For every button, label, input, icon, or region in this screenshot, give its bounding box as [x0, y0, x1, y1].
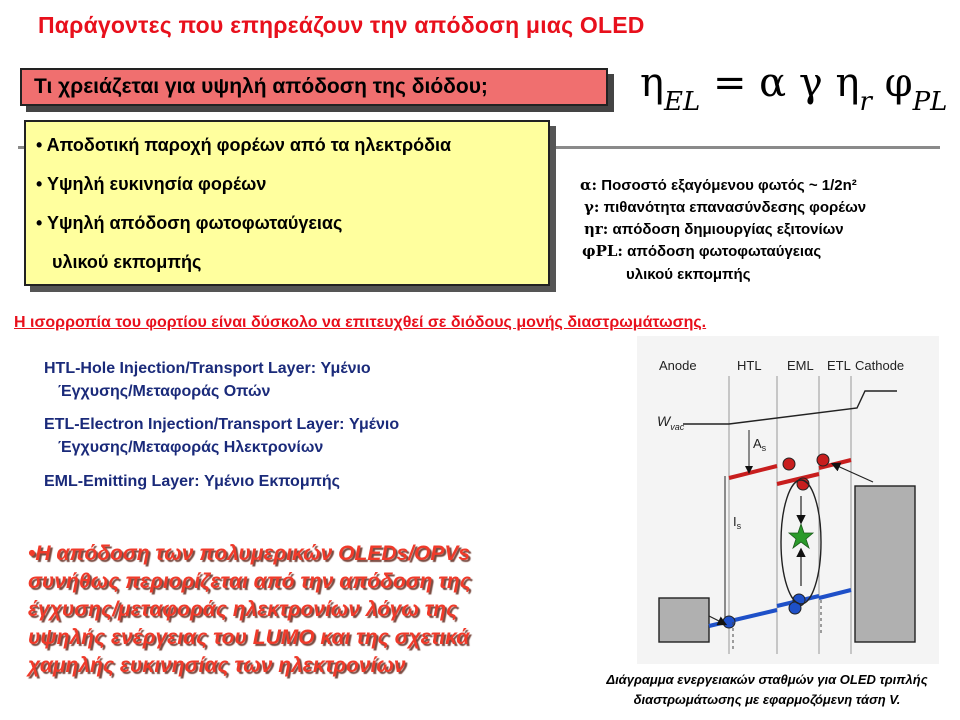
- definition-eta-r: [584, 220, 844, 238]
- polymer-line: χαμηλής ευκινησίας των ηλεκτρονίων: [28, 654, 406, 677]
- requirement-item: • Υψηλή απόδοση φωτοφωταύγειας: [36, 213, 343, 233]
- energy-diagram-svg: [637, 336, 939, 664]
- slide-title: Παράγοντες που επηρεάζουν την απόδοση μιας OLED: [38, 12, 645, 38]
- definition-text: πιθανότητα επανασύνδεσης φορέων: [603, 199, 867, 216]
- label-as: $A_s$: [753, 436, 767, 453]
- formula-r-sub: r: [859, 87, 872, 117]
- definition-continuation: [626, 266, 751, 283]
- lumo-htl: [729, 466, 777, 478]
- electron-icon: [783, 458, 795, 470]
- definition-symbol: α:: [580, 176, 598, 194]
- energy-level-diagram: [637, 336, 939, 664]
- layer-line: ETL-Electron Injection/Transport Layer: Υμένιο: [44, 416, 400, 433]
- requirement-item: • Υψηλή ευκινησία φορέων: [36, 174, 267, 194]
- definition-symbol: ηr:: [584, 220, 609, 238]
- exciton-star-icon: [789, 524, 813, 548]
- formula-eta-r: η: [835, 60, 860, 106]
- layer-eml: [44, 470, 340, 493]
- caption-line: Διάγραμμα ενεργειακών σταθμών για OLED τριπλής: [606, 672, 928, 687]
- formula-alpha: α: [759, 60, 787, 106]
- formula-eta-sub: EL: [663, 87, 701, 117]
- electron-injection-arrow: [833, 464, 873, 482]
- polymer-line: •Η απόδοση των πολυμερικών OLEDs/OPVs: [28, 542, 471, 565]
- label-eml: EML: [787, 358, 814, 373]
- definition-symbol: γ:: [584, 198, 600, 216]
- definition-alpha: [580, 176, 857, 194]
- layer-line: EML-Emitting Layer: Υμένιο Εκπομπής: [44, 473, 340, 490]
- homo-etl: [819, 590, 851, 598]
- question-box: Τι χρειάζεται για υψηλή απόδοση της διόδου;: [20, 68, 608, 106]
- cathode-electrode: [855, 486, 915, 642]
- requirement-item: • Αποδοτική παροχή φορέων από τα ηλεκτρόδια: [36, 135, 452, 155]
- label-htl: HTL: [737, 358, 762, 373]
- formula-gamma: γ: [798, 60, 823, 106]
- label-etl: ETL: [827, 358, 851, 373]
- definition-text: Ποσοστό εξαγόμενου φωτός ~ 1/2n²: [601, 177, 857, 194]
- caption-line: διαστρωμάτωσης με εφαρμοζόμενη τάση V.: [633, 692, 901, 707]
- definition-text: υλικού εκπομπής: [626, 266, 751, 283]
- formula-eta: η: [640, 60, 664, 106]
- efficiency-formula: [640, 60, 948, 117]
- homo-htl: [709, 610, 777, 626]
- label-is: $I_s$: [733, 514, 742, 531]
- layer-line: HTL-Hole Injection/Transport Layer: Υμένιο: [44, 360, 371, 377]
- anode-electrode: [659, 598, 709, 642]
- layer-etl: [44, 413, 399, 459]
- polymer-line: έγχυσης/μεταφοράς ηλεκτρονίων λόγω της: [28, 598, 458, 621]
- requirement-item: υλικού εκπομπής: [52, 252, 202, 272]
- formula-phi: φ: [884, 60, 913, 106]
- polymer-line: συνήθως περιορίζεται από την απόδοση της: [28, 570, 471, 593]
- definition-symbol: φPL:: [582, 242, 623, 260]
- label-cathode: Cathode: [855, 358, 905, 373]
- polymer-note: [28, 540, 568, 680]
- definition-text: απόδοση φωτοφωταύγειας: [627, 243, 822, 260]
- layer-htl: [44, 357, 371, 403]
- electron-icon: [817, 454, 829, 466]
- diagram-caption: [582, 670, 952, 710]
- definition-text: απόδοση δημιουργίας εξιτονίων: [612, 221, 844, 238]
- definition-gamma: [584, 198, 866, 216]
- formula-equals: =: [712, 60, 747, 106]
- balance-note: Η ισορροπία του φορτίου είναι δύσκολο να επιτευχθεί σε διόδους μονής διαστρωμάτωσης.: [14, 314, 707, 331]
- layer-line: Έγχυσης/Μεταφοράς Ηλεκτρονίων: [58, 439, 324, 456]
- requirements-box: [24, 120, 550, 286]
- label-wvac: $W_{vac}$: [657, 413, 685, 432]
- label-anode: Anode: [659, 358, 697, 373]
- definition-phi-pl: [582, 242, 821, 260]
- vacuum-level: [683, 391, 897, 424]
- formula-phi-sub: PL: [912, 87, 948, 117]
- layer-line: Έγχυσης/Μεταφοράς Οπών: [58, 383, 271, 400]
- polymer-line: υψηλής ενέργειας του LUMO και της σχετικά: [28, 626, 470, 649]
